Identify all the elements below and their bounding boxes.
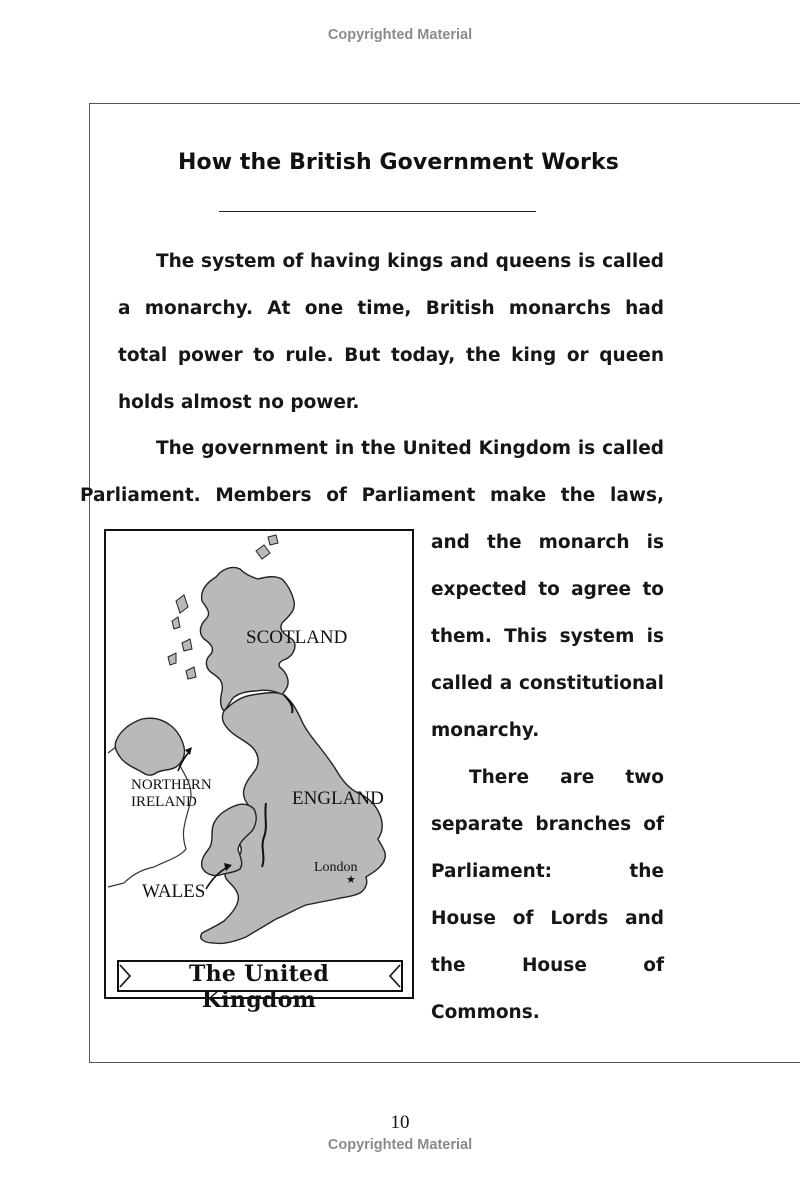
label-england: ENGLAND xyxy=(292,788,384,809)
page-number: 10 xyxy=(390,1112,410,1133)
northern-ireland-shape xyxy=(115,718,184,775)
paragraph-parliament-line-1: The government in the United Kingdom is called xyxy=(156,438,664,459)
label-london: London xyxy=(314,860,358,875)
title-underline-divider xyxy=(219,211,536,212)
uk-map-figure xyxy=(104,529,414,1013)
label-northern-ireland xyxy=(131,777,212,811)
paragraph-parliament-continued: and the monarch is expected to agree to them. This system is called a constitutional monarchy. xyxy=(431,532,664,741)
hebrides-islands xyxy=(168,595,196,679)
paragraph-monarchy: The system of having kings and queens is called a monarchy. At one time, British monarchs had total power to rule. But today, the king or queen holds almost no power. xyxy=(118,251,664,413)
page-title: How the British Government Works xyxy=(178,150,619,175)
paragraph-branches: There are two separate branches of Parliament: the House of Lords and the House of Commons. xyxy=(431,767,664,1023)
paragraph-parliament-line-2: Parliament. Members of Parliament make the laws, xyxy=(80,485,664,506)
map-title: The United Kingdom xyxy=(188,961,330,1013)
copyright-footer: Copyrighted Material xyxy=(327,1137,473,1153)
label-northern-ireland-line-1: NORTHERN xyxy=(131,777,212,793)
london-star-icon: ★ xyxy=(346,873,356,886)
uk-map-illustration xyxy=(106,531,416,1001)
copyright-header: Copyrighted Material xyxy=(327,27,473,43)
label-northern-ireland-line-2: IRELAND xyxy=(131,794,197,810)
orkney-islands xyxy=(256,535,278,559)
label-wales: WALES xyxy=(142,881,206,902)
paragraph-parliament xyxy=(80,425,664,519)
label-scotland: SCOTLAND xyxy=(246,627,348,648)
